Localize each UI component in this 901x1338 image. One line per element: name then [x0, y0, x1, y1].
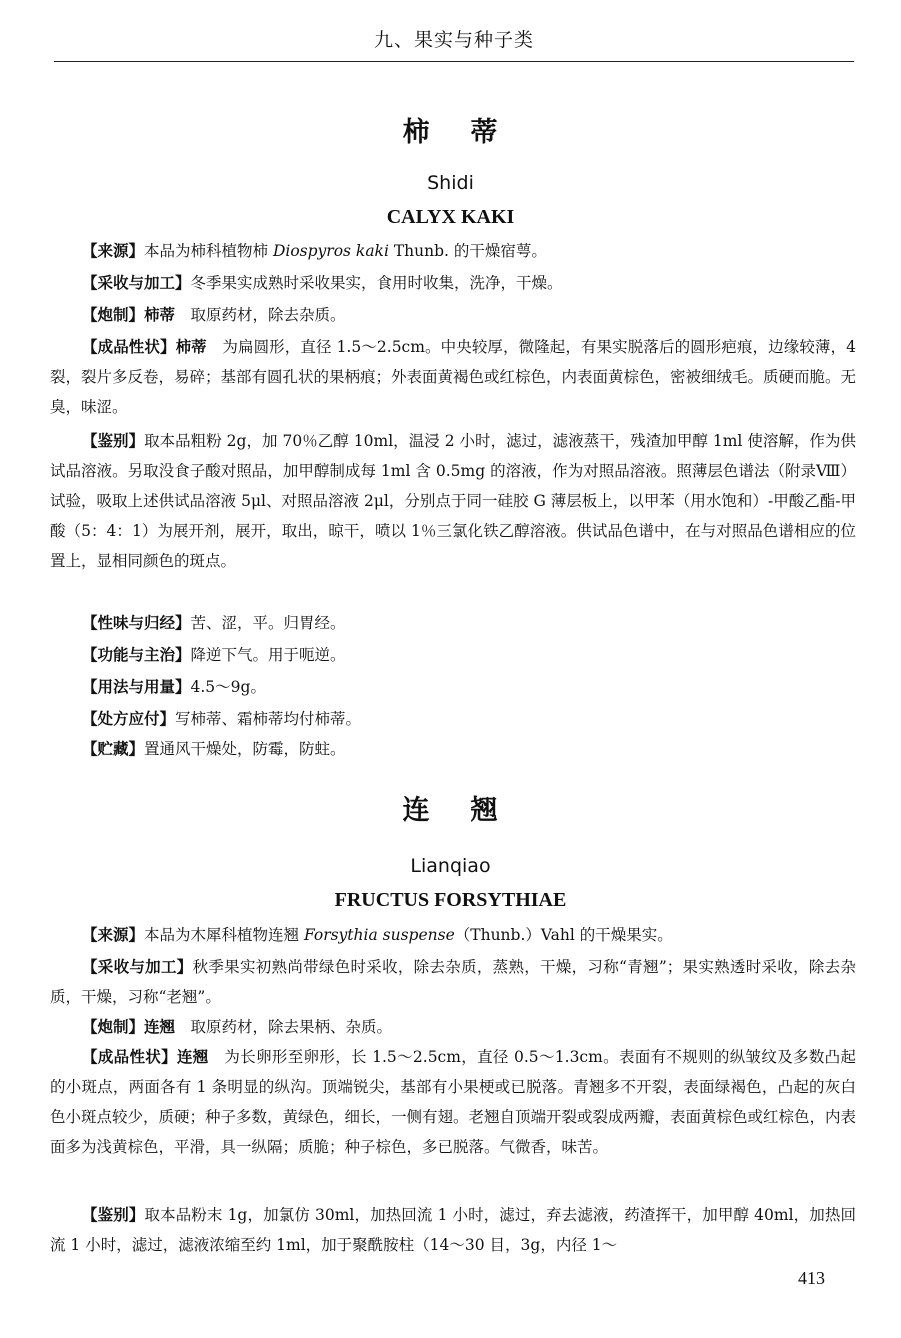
processing-paragraph [50, 1012, 856, 1042]
section-label: 【功能与主治】 [82, 646, 191, 664]
paragraph-text: 取原药材，除去果柄、杂质。 [175, 1018, 393, 1036]
paragraph-text: Thunb. 的干燥宿萼。 [388, 242, 547, 260]
section-label: 【性味与归经】 [82, 614, 191, 632]
paragraph-text: 为长卵形至卵形，长 1.5～2.5cm，直径 0.5～1.3cm。表面有不规则的纵皱纹及多数凸起的小斑点，两面各有 1 条明显的纵沟。顶端锐尖，基部有小果梗或已脱落。青翘多不开裂，表面绿褐色，凸起的灰白色小斑点较少，质硬；种子多数，黄绿色，细长，一侧有翅。老翘自顶端开裂或裂成两瓣，表面黄棕色或红棕色，内表面多为浅黄棕色，平滑，具一纵隔；质脆；种子棕色，多已脱落。气微香，味苦。 [50, 1048, 857, 1156]
species-name: Diospyros kaki [272, 242, 389, 260]
paragraph-text: 置通风干燥处，防霉，防蛀。 [144, 740, 346, 758]
function-paragraph [50, 640, 856, 670]
paragraph-text: 本品为柿科植物柿 [144, 242, 273, 260]
section-label: 【处方应付】 [82, 710, 176, 728]
section-label: 【采收与加工】 [82, 958, 193, 976]
section-label: 【用法与用量】 [82, 678, 191, 696]
identification-paragraph [50, 426, 856, 576]
running-header: 九、果实与种子类 [54, 18, 854, 62]
section-label: 【鉴别】 [82, 1206, 145, 1224]
paragraph-text: （Thunb.）Vahl 的干燥果实。 [454, 926, 673, 944]
entry-pinyin: Shidi [427, 172, 474, 194]
entry-title-shidi [0, 110, 901, 149]
prescription-paragraph [50, 704, 856, 734]
identification-paragraph [50, 1200, 856, 1260]
source-paragraph [50, 236, 856, 266]
entry-title-char: 柿 [402, 117, 431, 148]
entry-title-char: 蒂 [470, 117, 499, 148]
section-label: 【来源】 [82, 926, 145, 944]
section-label: 【采收与加工】 [82, 274, 191, 292]
harvest-paragraph [50, 952, 856, 1012]
dosage-paragraph [50, 672, 856, 702]
section-label: 【鉴别】 [82, 432, 145, 450]
paragraph-text: 冬季果实成熟时采收果实，食用时收集，洗净，干燥。 [190, 274, 563, 292]
source-paragraph [50, 920, 856, 950]
section-label: 【来源】 [82, 242, 145, 260]
entry-latin-name: CALYX KAKI [386, 206, 515, 228]
species-name: Forsythia suspense [303, 926, 455, 944]
paragraph-text: 写柿蒂、霜柿蒂均付柿蒂。 [175, 710, 362, 728]
page-number: 413 [798, 1268, 825, 1288]
paragraph-text: 秋季果实初熟尚带绿色时采收，除去杂质，蒸熟，干燥，习称“青翘”；果实熟透时采收，除去杂质，干燥，习称“老翘”。 [50, 958, 856, 1006]
paragraph-text: 本品为木犀科植物连翘 [144, 926, 304, 944]
harvest-paragraph [50, 268, 856, 298]
entry-title-char: 翘 [470, 795, 499, 826]
processing-paragraph [50, 300, 856, 330]
section-label: 【贮藏】 [82, 740, 145, 758]
nature-paragraph [50, 608, 856, 638]
paragraph-text: 4.5～9g。 [190, 678, 266, 696]
section-label: 【炮制】柿蒂 [82, 306, 176, 324]
section-label: 【成品性状】连翘 [82, 1048, 209, 1066]
entry-title-lianqiao [0, 788, 901, 827]
section-label: 【炮制】连翘 [82, 1018, 176, 1036]
entry-title-char: 连 [402, 795, 431, 826]
paragraph-text: 苦、涩，平。归胃经。 [190, 614, 346, 632]
description-paragraph [50, 332, 856, 422]
storage-paragraph [50, 734, 856, 764]
paragraph-text: 为扁圆形，直径 1.5～2.5cm。中央较厚，微隆起，有果实脱落后的圆形疤痕，边缘较薄，4 裂，裂片多反卷，易碎；基部有圆孔状的果柄痕；外表面黄褐色或红棕色，内表面黄棕色，密被细绒毛。质硬而脆。无臭，味涩。 [50, 338, 857, 416]
section-label: 【成品性状】柿蒂 [82, 338, 207, 356]
paragraph-text: 取本品粗粉 2g，加 70％乙醇 10ml，温浸 2 小时，滤过，滤液蒸干，残渣加甲醇 1ml 使溶解，作为供试品溶液。另取没食子酸对照品，加甲醇制成每 1ml 含 0.5mg 的溶液，作为对照品溶液。照薄层色谱法（附录Ⅷ）试验，吸取上述供试品溶液 5μl、对照品溶液 2μl，分别点于同一硅胶 G 薄层板上，以甲苯（用水饱和）-甲酸乙酯-甲酸（5：4：1）为展开剂，展开，取出，晾干，喷以 1％三氯化铁乙醇溶液。供试品色谱中，在与对照品色谱相应的位置上，显相同颜色的斑点。 [50, 432, 856, 570]
entry-latin-name: FRUCTUS FORSYTHIAE [334, 889, 567, 911]
entry-pinyin: Lianqiao [410, 855, 491, 877]
paragraph-text: 取原药材，除去杂质。 [175, 306, 346, 324]
paragraph-text: 取本品粉末 1g，加氯仿 30ml，加热回流 1 小时，滤过，弃去滤液，药渣挥干，加甲醇 40ml，加热回流 1 小时，滤过，滤液浓缩至约 1ml，加于聚酰胺柱（14～30 目，3g，内径 1～ [50, 1206, 856, 1254]
description-paragraph [50, 1042, 856, 1162]
paragraph-text: 降逆下气。用于呃逆。 [190, 646, 346, 664]
